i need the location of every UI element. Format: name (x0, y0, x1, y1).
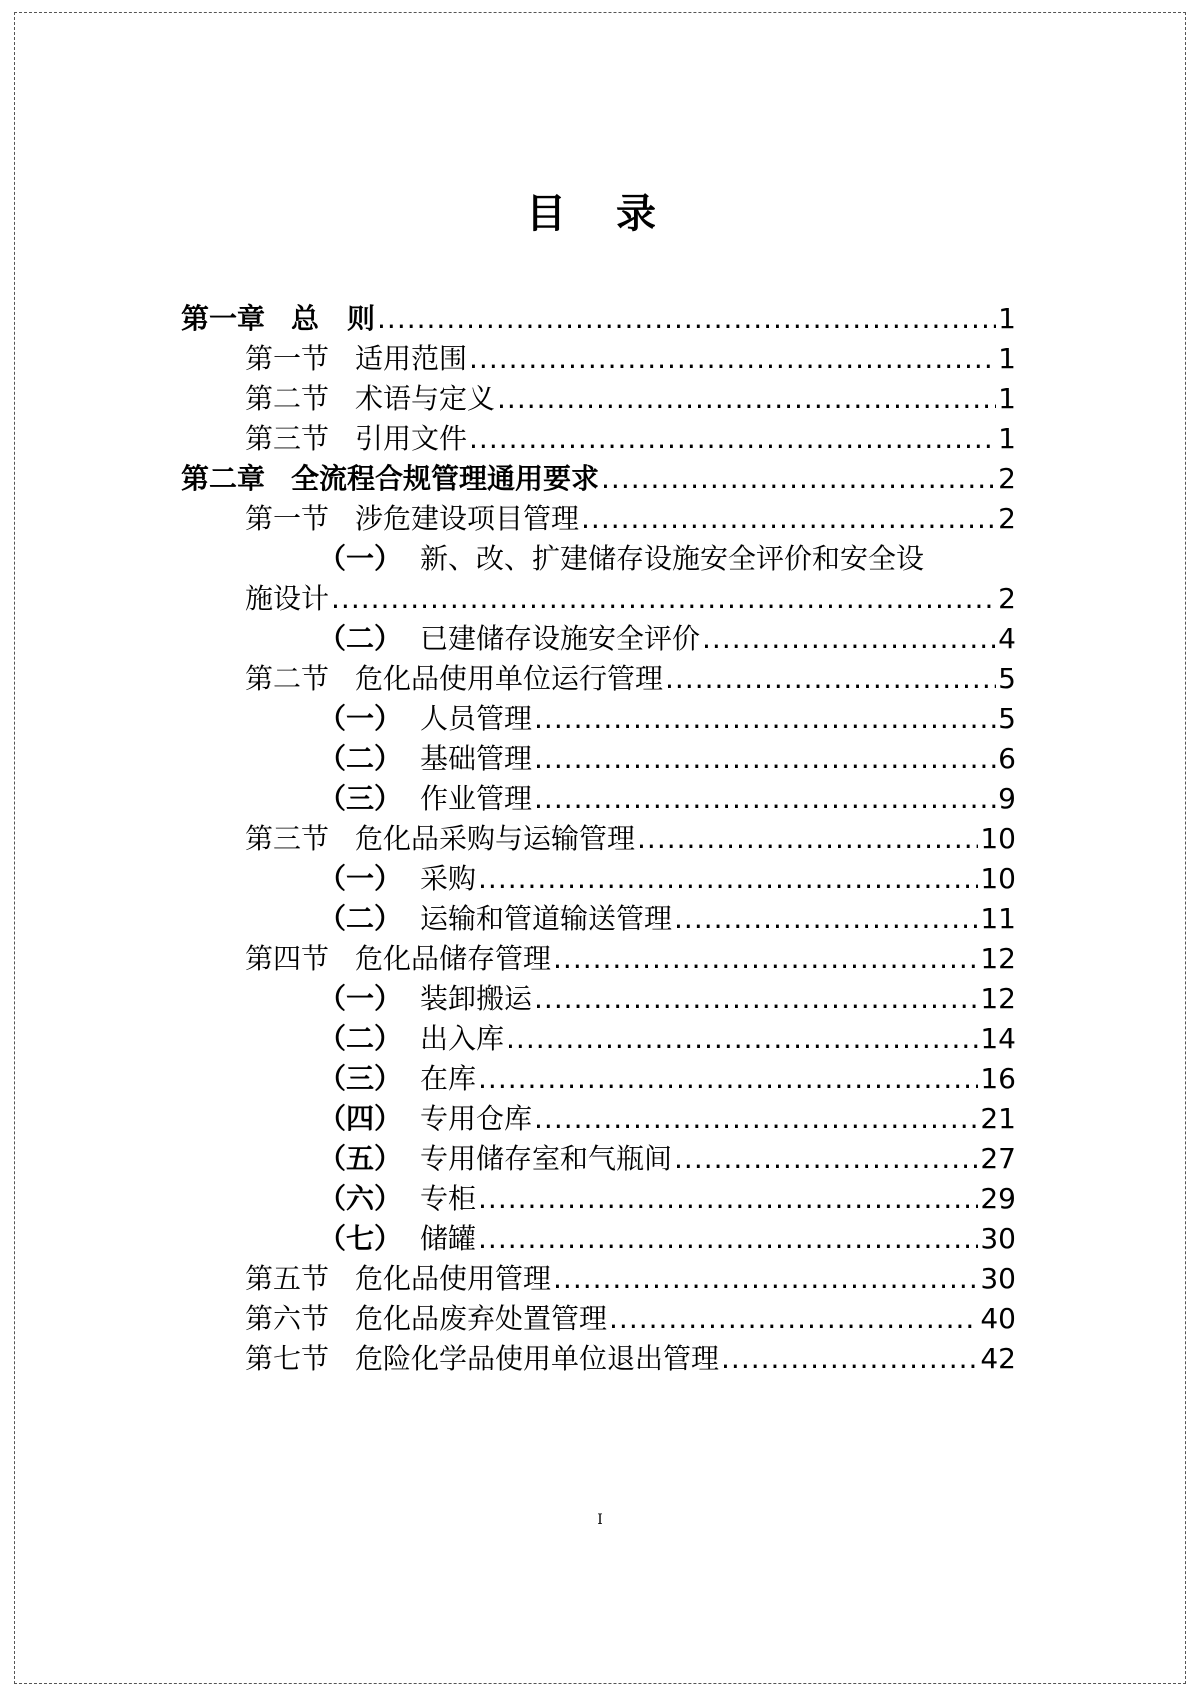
toc-entry-marker: （一） (318, 862, 403, 895)
toc-entry[interactable] (245, 377, 1016, 421)
toc-entry-marker: （一） (318, 542, 403, 575)
toc-leader-dots (478, 857, 978, 901)
toc-entry[interactable] (318, 697, 1016, 741)
toc-leader-dots (478, 1177, 978, 1221)
toc-leader-dots (469, 337, 996, 381)
toc-entry[interactable] (245, 657, 1016, 701)
toc-entry-marker: 第五节 (245, 1262, 330, 1295)
toc-entry[interactable] (318, 977, 1016, 1021)
toc-entry-marker: 第一章 (181, 302, 266, 335)
toc-entry[interactable] (245, 937, 1016, 981)
toc-entry-page: 29 (980, 1182, 1016, 1215)
toc-entry-continuation[interactable] (245, 577, 1016, 621)
toc-entry-title: 危险化学品使用单位退出管理 (355, 1342, 720, 1375)
toc-entry-title: 采购 (420, 862, 477, 895)
toc-entry-page: 40 (980, 1302, 1016, 1335)
toc-leader-dots (721, 1337, 978, 1381)
toc-leader-dots (665, 657, 996, 701)
toc-entry-page: 30 (980, 1222, 1016, 1255)
toc-entry-marker: （四） (318, 1102, 403, 1135)
toc-entry[interactable] (318, 617, 1016, 661)
toc-leader-dots (553, 1257, 978, 1301)
toc-leader-dots (637, 817, 978, 861)
toc-entry[interactable] (318, 1217, 1016, 1261)
toc-entry-page: 21 (980, 1102, 1016, 1135)
toc-entry-marker: 第四节 (245, 942, 330, 975)
toc-entry-page: 10 (980, 822, 1016, 855)
toc-entry-marker: 第一节 (245, 342, 330, 375)
toc-entry-marker: （二） (318, 742, 403, 775)
toc-title: 目 录 (526, 191, 674, 237)
toc-entry-title: 危化品废弃处置管理 (355, 1302, 608, 1335)
toc-entry-title: 危化品采购与运输管理 (355, 822, 636, 855)
toc-entry-title: 装卸搬运 (420, 982, 533, 1015)
toc-entry-marker: 第七节 (245, 1342, 330, 1375)
toc-leader-dots (377, 297, 996, 341)
toc-entry-title: 危化品使用管理 (355, 1262, 552, 1295)
toc-entry-page: 2 (998, 502, 1016, 535)
toc-entry-title: 全流程合规管理通用要求 (291, 462, 600, 495)
toc-entry[interactable] (245, 1257, 1016, 1301)
toc-entry-marker: （二） (318, 902, 403, 935)
toc-leader-dots (331, 577, 996, 621)
toc-entry-title: 危化品储存管理 (355, 942, 552, 975)
toc-leader-dots (609, 1297, 978, 1341)
toc-entry-page: 9 (998, 782, 1016, 815)
toc-entry-marker: （三） (318, 782, 403, 815)
toc-entry-title: 在库 (420, 1062, 477, 1095)
toc-entry-title: 施设计 (245, 582, 330, 615)
toc-leader-dots (534, 777, 996, 821)
toc-entry[interactable] (245, 417, 1016, 461)
toc-entry-title: 危化品使用单位运行管理 (355, 662, 664, 695)
toc-leader-dots (478, 1057, 978, 1101)
toc-entry-title: 人员管理 (420, 702, 533, 735)
toc-entry-page: 27 (980, 1142, 1016, 1175)
toc-entry-marker: （一） (318, 982, 403, 1015)
toc-entry-page: 14 (980, 1022, 1016, 1055)
toc-entry-marker: （七） (318, 1222, 403, 1255)
toc-entry-marker: （三） (318, 1062, 403, 1095)
toc-entry[interactable] (245, 1337, 1016, 1381)
toc-entry-page: 1 (998, 342, 1016, 375)
toc-entry[interactable] (181, 297, 1016, 341)
toc-entry-marker: （二） (318, 1022, 403, 1055)
toc-entry-page: 5 (998, 662, 1016, 695)
toc-entry-page: 12 (980, 942, 1016, 975)
toc-entry-title: 运输和管道输送管理 (420, 902, 673, 935)
toc-entry-title: 新、改、扩建储存设施安全评价和安全设 (420, 542, 925, 575)
toc-entry-title: 专用储存室和气瓶间 (420, 1142, 673, 1175)
toc-entry-title: 涉危建设项目管理 (355, 502, 580, 535)
toc-entry-marker: （一） (318, 702, 403, 735)
toc-entry[interactable] (318, 737, 1016, 781)
toc-entry-page: 30 (980, 1262, 1016, 1295)
toc-entry-title: 术语与定义 (355, 382, 496, 415)
toc-entry-title: 出入库 (420, 1022, 505, 1055)
toc-entry[interactable] (318, 537, 1016, 581)
toc-entry-page: 1 (998, 422, 1016, 455)
toc-entry-page: 2 (998, 582, 1016, 615)
toc-entry-marker: 第二节 (245, 662, 330, 695)
toc-entry-page: 11 (980, 902, 1016, 935)
toc-entry-marker: 第三节 (245, 822, 330, 855)
toc-entry[interactable] (245, 817, 1016, 861)
toc-leader-dots (478, 1217, 978, 1261)
toc-leader-dots (553, 937, 978, 981)
toc-entry-page: 42 (980, 1342, 1016, 1375)
toc-leader-dots (674, 897, 978, 941)
toc-entry-title: 专用仓库 (420, 1102, 533, 1135)
toc-entry-page: 4 (998, 622, 1016, 655)
toc-entry[interactable] (181, 457, 1016, 501)
toc-leader-dots (534, 1097, 978, 1141)
toc-entry-title: 总 则 (291, 302, 376, 335)
toc-entry[interactable] (318, 1017, 1016, 1061)
toc-entry-page: 2 (998, 462, 1016, 495)
toc-entry-marker: （五） (318, 1142, 403, 1175)
toc-entry-page: 1 (998, 302, 1016, 335)
toc-entry-marker: 第一节 (245, 502, 330, 535)
toc-entry-page: 12 (980, 982, 1016, 1015)
toc-entry-title: 专柜 (420, 1182, 477, 1215)
toc-entry-title: 适用范围 (355, 342, 468, 375)
toc-entry-marker: 第三节 (245, 422, 330, 455)
toc-entry-marker: 第二节 (245, 382, 330, 415)
toc-entry[interactable] (318, 1057, 1016, 1101)
toc-entry[interactable] (318, 1097, 1016, 1141)
toc-entry-page: 1 (998, 382, 1016, 415)
footer-page-number: I (597, 1512, 603, 1528)
toc-entry-page: 6 (998, 742, 1016, 775)
toc-entry-title: 作业管理 (420, 782, 533, 815)
toc-leader-dots (534, 737, 996, 781)
toc-entry[interactable] (318, 1137, 1016, 1181)
toc-entry-title: 已建储存设施安全评价 (420, 622, 701, 655)
toc-leader-dots (506, 1017, 978, 1061)
toc-entry[interactable] (245, 497, 1016, 541)
toc-leader-dots (534, 697, 996, 741)
toc-entry-page: 5 (998, 702, 1016, 735)
toc-entry-title: 基础管理 (420, 742, 533, 775)
toc-leader-dots (534, 977, 978, 1021)
toc-entry-title: 储罐 (420, 1222, 477, 1255)
toc-entry-marker: （六） (318, 1182, 403, 1215)
toc-entry[interactable] (245, 337, 1016, 381)
toc-entry[interactable] (318, 897, 1016, 941)
toc-leader-dots (581, 497, 996, 541)
toc-entry[interactable] (318, 1177, 1016, 1221)
toc-entry-marker: 第六节 (245, 1302, 330, 1335)
toc-entry-marker: 第二章 (181, 462, 266, 495)
toc-leader-dots (601, 457, 996, 501)
toc-leader-dots (469, 417, 996, 461)
toc-entry-page: 10 (980, 862, 1016, 895)
toc-entry[interactable] (318, 857, 1016, 901)
toc-leader-dots (702, 617, 996, 661)
toc-entry-marker: （二） (318, 622, 403, 655)
toc-entry[interactable] (318, 777, 1016, 821)
toc-leader-dots (674, 1137, 978, 1181)
toc-leader-dots (497, 377, 996, 421)
toc-entry-title: 引用文件 (355, 422, 468, 455)
toc-entry-page: 16 (980, 1062, 1016, 1095)
toc-entry[interactable] (245, 1297, 1016, 1341)
